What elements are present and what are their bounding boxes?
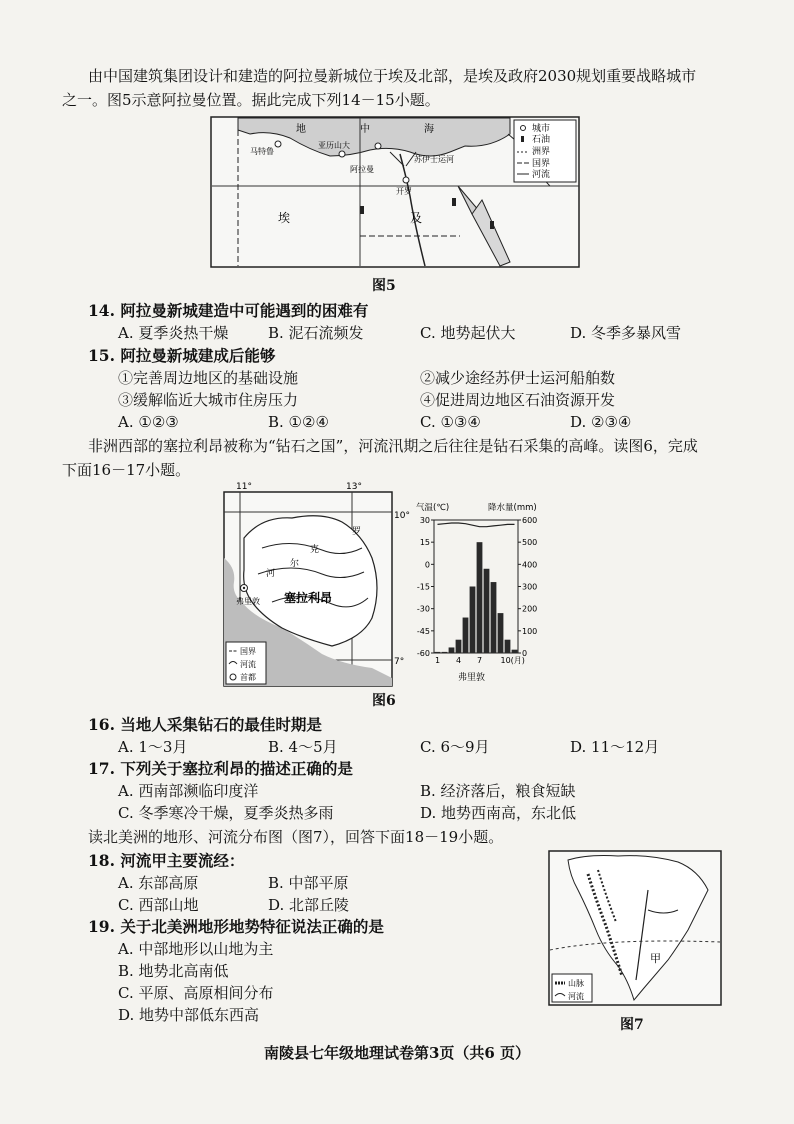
lon-label: 11° xyxy=(236,482,252,492)
precip-bar xyxy=(456,640,462,653)
q19-option-c[interactable]: C. 平原、高原相间分布 xyxy=(118,984,274,1002)
q16-option-b[interactable]: B. 4～5月 xyxy=(268,738,338,756)
chart-title: 弗里敦 xyxy=(458,673,486,683)
y-right-tick-label: 500 xyxy=(522,538,538,548)
map-label: 开罗 xyxy=(396,187,412,196)
precip-bar xyxy=(449,647,455,653)
precip-bar xyxy=(442,652,448,653)
figure-6-climate-chart xyxy=(410,500,552,684)
y-right-tick-label: 0 xyxy=(522,649,528,658)
y-left-tick-label: 0 xyxy=(424,560,430,570)
y-left-tick-label: -45 xyxy=(416,626,430,636)
q14-option-b[interactable]: B. 泥石流频发 xyxy=(268,324,364,342)
map-label: 阿拉曼 xyxy=(350,165,374,174)
legend-border: 国界 xyxy=(240,647,256,656)
question-14: 14. 阿拉曼新城建造中可能遇到的困难有 xyxy=(88,301,369,320)
figure-6-map xyxy=(222,478,408,688)
q15-statement-1: ①完善周边地区的基础设施 xyxy=(118,369,299,387)
q16-option-d[interactable]: D. 11～12月 xyxy=(570,738,660,756)
q15-statement-3: ③缓解临近大城市住房压力 xyxy=(118,391,299,409)
question-19: 19. 关于北美洲地形地势特征说法正确的是 xyxy=(88,917,384,936)
map-label: 苏伊士运河 xyxy=(414,155,454,164)
lon-label: 13° xyxy=(346,482,362,492)
q17-option-d[interactable]: D. 地势西南高，东北低 xyxy=(420,804,577,822)
q14-option-a[interactable]: A. 夏季炎热干燥 xyxy=(118,324,229,342)
precip-bar xyxy=(463,618,469,653)
x-tick-label: 1 xyxy=(434,656,441,665)
lat-label: 10° xyxy=(394,511,410,521)
intro-line: 非洲西部的塞拉利昂被称为“钻石之国”，河流汛期之后往往是钻石采集的高峰。读图6，完成 xyxy=(88,437,698,455)
y-left-tick-label: 30 xyxy=(419,516,430,525)
x-tick-label: 4 xyxy=(455,656,462,665)
map-label: 马特鲁 xyxy=(250,147,274,156)
precip-bar xyxy=(484,569,490,653)
figure-7-map xyxy=(548,850,722,1006)
y-right-tick-label: 300 xyxy=(522,582,538,592)
q17-option-a[interactable]: A. 西南部濒临印度洋 xyxy=(118,782,259,800)
map-label: 地 xyxy=(296,124,306,135)
capital-label: 弗里敦 xyxy=(236,597,260,606)
question-18: 18. 河流甲主要流经： xyxy=(88,851,245,870)
country-label: 塞拉利昂 xyxy=(284,591,333,605)
intro-line: 由中国建筑集团设计和建造的阿拉曼新城位于埃及北部，是埃及政府2030规划重要战略城市 xyxy=(88,67,697,85)
river-label: 甲 xyxy=(650,952,661,965)
q15-statement-2: ②减少途经苏伊士运河船舶数 xyxy=(420,369,616,387)
q19-option-b[interactable]: B. 地势北高南低 xyxy=(118,962,229,980)
y-right-tick-label: 400 xyxy=(522,560,538,570)
legend-river: 河流 xyxy=(532,170,551,180)
q17-option-c[interactable]: C. 冬季寒冷干燥，夏季炎热多雨 xyxy=(118,804,334,822)
precip-bar xyxy=(470,587,476,654)
q17-option-b[interactable]: B. 经济落后，粮食短缺 xyxy=(420,782,576,800)
legend-country-border: 国界 xyxy=(532,159,551,169)
figure-6-caption: 图6 xyxy=(372,693,396,709)
map-label: 中 xyxy=(360,124,370,135)
q18-option-b[interactable]: B. 中部平原 xyxy=(268,874,349,892)
q18-option-c[interactable]: C. 西部山地 xyxy=(118,896,199,914)
temperature-line xyxy=(438,523,515,527)
precip-bar xyxy=(435,652,441,653)
chart-ylabel-right: 降水量(mm) xyxy=(488,503,537,513)
legend-mountain: 山脉 xyxy=(568,979,584,988)
river-label: 克 xyxy=(310,545,320,555)
legend-city: 城市 xyxy=(532,124,551,134)
precip-bar xyxy=(512,650,518,653)
river-label: 罗 xyxy=(352,527,362,537)
legend-oil: 石油 xyxy=(532,135,551,145)
q15-option-c[interactable]: C. ①③④ xyxy=(420,413,481,431)
q15-option-a[interactable]: A. ①②③ xyxy=(118,413,179,431)
lat-label: 7° xyxy=(394,657,405,667)
intro-line: 下面16－17小题。 xyxy=(62,461,191,479)
figure-5-map xyxy=(210,116,580,268)
precip-bar xyxy=(477,542,483,653)
river-label: 尔 xyxy=(290,559,300,569)
question-17: 17. 下列关于塞拉利昂的描述正确的是 xyxy=(88,759,353,778)
q15-option-b[interactable]: B. ①②④ xyxy=(268,413,329,431)
q15-statement-4: ④促进周边地区石油资源开发 xyxy=(420,391,616,409)
precip-bar xyxy=(491,582,497,653)
map-label: 及 xyxy=(410,211,423,225)
x-tick-label: 10(月) xyxy=(500,656,525,665)
y-right-tick-label: 100 xyxy=(522,626,538,636)
map-label: 海 xyxy=(424,124,434,135)
intro-line: 之一。图5示意阿拉曼位置。据此完成下列14－15小题。 xyxy=(62,91,440,109)
precip-bar xyxy=(498,613,504,653)
q14-option-c[interactable]: C. 地势起伏大 xyxy=(420,324,516,342)
y-right-tick-label: 600 xyxy=(522,516,538,525)
q18-option-d[interactable]: D. 北部丘陵 xyxy=(268,896,350,914)
x-tick-label: 7 xyxy=(476,656,483,665)
intro-line: 读北美洲的地形、河流分布图（图7），回答下面18－19小题。 xyxy=(88,828,504,846)
question-15: 15. 阿拉曼新城建成后能够 xyxy=(88,346,276,365)
q14-option-d[interactable]: D. 冬季多暴风雪 xyxy=(570,324,682,342)
figure-7-caption: 图7 xyxy=(620,1017,644,1033)
q16-option-a[interactable]: A. 1～3月 xyxy=(118,738,188,756)
q16-option-c[interactable]: C. 6～9月 xyxy=(420,738,490,756)
river-label: 河 xyxy=(266,569,276,579)
chart-ylabel-left: 气温(℃) xyxy=(416,503,450,513)
q18-option-a[interactable]: A. 东部高原 xyxy=(118,874,199,892)
y-left-tick-label: -30 xyxy=(416,604,430,614)
y-right-tick-label: 200 xyxy=(522,604,538,614)
question-16: 16. 当地人采集钻石的最佳时期是 xyxy=(88,715,322,734)
q19-option-a[interactable]: A. 中部地形以山地为主 xyxy=(118,940,274,958)
precip-bar xyxy=(505,640,511,653)
y-left-tick-label: -15 xyxy=(416,582,430,592)
y-left-tick-label: -60 xyxy=(416,649,430,658)
legend-continent-border: 洲界 xyxy=(532,147,551,157)
q19-option-d[interactable]: D. 地势中部低东西高 xyxy=(118,1006,260,1024)
map-label: 埃 xyxy=(278,211,291,225)
legend-river: 河流 xyxy=(240,660,256,669)
legend-river: 河流 xyxy=(568,992,584,1001)
y-left-tick-label: 15 xyxy=(419,538,430,548)
page-footer: 南陵县七年级地理试卷第3页（共6 页） xyxy=(263,1044,531,1062)
figure-5-caption: 图5 xyxy=(372,278,396,294)
legend-capital: 首都 xyxy=(240,673,256,682)
q15-option-d[interactable]: D. ②③④ xyxy=(570,413,632,431)
map-label: 亚历山大 xyxy=(318,141,350,150)
